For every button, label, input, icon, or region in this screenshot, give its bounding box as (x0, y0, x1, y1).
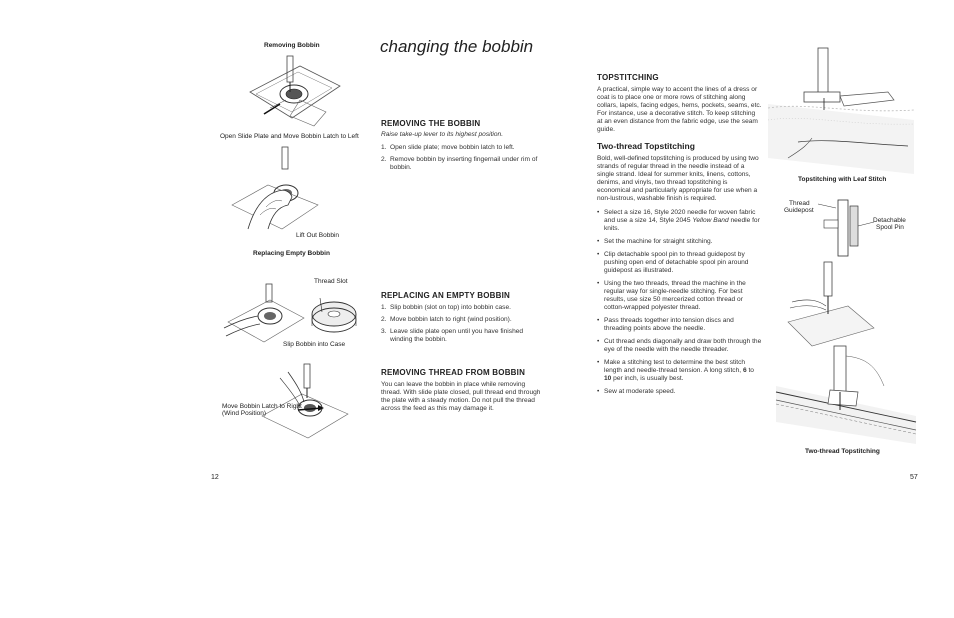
illustration-move-latch-right (258, 362, 354, 440)
caption-slip-bobbin: Slip Bobbin into Case (283, 341, 346, 348)
heading-replacing-bobbin: REPLACING AN EMPTY BOBBIN (381, 291, 511, 300)
caption-lift-out-bobbin: Lift Out Bobbin (296, 232, 339, 239)
illustration-open-slide-plate (240, 52, 345, 132)
section-removing-thread (381, 368, 544, 413)
bullet-tension: • Pass threads together into tension discs and threading points above the needle. (597, 317, 762, 333)
replacing-step-3: 3. Leave slide plate open until you have finished winding the bobbin. (381, 328, 524, 343)
caption-removing-bobbin: Removing Bobbin (264, 42, 320, 49)
section-replacing-bobbin (381, 291, 544, 348)
caption-move-latch-right: Move Bobbin Latch to Right (222, 403, 302, 410)
subheading-two-thread: Two-thread Topstitching (597, 141, 695, 151)
section-removing-bobbin (381, 119, 544, 176)
illustration-threading-needle (788, 262, 874, 346)
heading-removing-bobbin: REMOVING THE BOBBIN (381, 119, 481, 128)
caption-wind-position: (Wind Position) (222, 410, 267, 417)
page-number-left: 12 (211, 474, 219, 481)
illustration-leaf-stitch (768, 48, 914, 174)
illustration-slip-bobbin (224, 282, 364, 344)
bullet-needle: • Select a size 16, Style 2020 needle for woven fabric and use a size 14, Style 2045 Yellow Band needle for knits. (597, 209, 762, 233)
bullet-spool-pin: • Clip detachable spool pin to thread guidepost by pushing open end of detachable spool pin around guidepost as illustrated. (597, 251, 762, 275)
topstitching-intro: A practical, simple way to accent the lines of a dress or coat is to place one or more rows of stitching along collars, lapels, facing edges, hems, pockets, seams, etc. For instance, use a decorative stitch. To keep stitching at an even distance from the fabric edge, use the seam guide. (597, 86, 762, 133)
caption-leaf-stitch: Topstitching with Leaf Stitch (798, 176, 887, 183)
removing-intro: Raise take-up lever to its highest position. (381, 131, 504, 138)
page-number-right: 57 (910, 474, 918, 481)
illustration-lift-out-bobbin (228, 145, 328, 231)
caption-detachable: Detachable (873, 217, 906, 224)
replacing-steps (381, 304, 544, 344)
replacing-step-2: 2. Move bobbin latch to right (wind position). (381, 316, 512, 323)
bullet-stitch-test: • Make a stitching test to determine the best stitch length and needle-thread tension. A long stitch, 6 to 10 per inch, is usually best. (597, 359, 762, 383)
caption-thread: Thread (789, 200, 810, 207)
caption-two-thread-topstitching: Two-thread Topstitching (805, 448, 880, 455)
heading-topstitching: TOPSTITCHING (597, 73, 659, 82)
bullet-cut-thread: • Cut thread ends diagonally and draw both through the eye of the needle with the needle threader. (597, 338, 762, 354)
caption-open-slide-plate: Open Slide Plate and Move Bobbin Latch to Left (220, 133, 359, 140)
illustration-spool-pin (818, 196, 876, 260)
page-title: changing the bobbin (380, 37, 534, 56)
bullet-speed: • Sew at moderate speed. (597, 388, 762, 396)
caption-spool-pin: Spool Pin (876, 224, 904, 231)
two-thread-bullets (597, 209, 762, 396)
removing-steps (381, 144, 544, 172)
heading-removing-thread: REMOVING THREAD FROM BOBBIN (381, 368, 526, 377)
caption-thread-slot: Thread Slot (314, 278, 348, 285)
right-text-column (597, 73, 762, 401)
replacing-step-1: 1. Slip bobbin (slot on top) into bobbin case. (381, 304, 511, 311)
two-thread-text: Bold, well-defined topstitching is produced by using two strands of regular thread in the needle instead of a single strand. Ideal for summer knits, linens, cottons, denims, and vinyls, two thread topstitching is economical and particularly appropriate for use when a non-lustrous, washable finish is required. (597, 155, 759, 202)
removing-step-1: 1. Open slide plate; move bobbin latch to left. (381, 144, 515, 151)
caption-replacing-empty-bobbin: Replacing Empty Bobbin (253, 250, 330, 257)
bullet-threading: • Using the two threads, thread the machine in the regular way for single-needle stitching. For best results, use size 50 mercerized cotton thread or cotton-wrapped polyester thread. (597, 280, 762, 312)
bullet-straight-stitch: • Set the machine for straight stitching. (597, 238, 762, 246)
caption-guidepost: Guidepost (784, 207, 814, 214)
illustration-two-thread-topstitching (776, 346, 916, 444)
removing-step-2: 2. Remove bobbin by inserting fingernail under rim of bobbin. (381, 156, 538, 171)
removing-thread-text: You can leave the bobbin in place while removing thread. With slide plate closed, pull thread end through the plate with a steady motion. Do not pull the thread across the feed as this may damage it. (381, 381, 541, 412)
